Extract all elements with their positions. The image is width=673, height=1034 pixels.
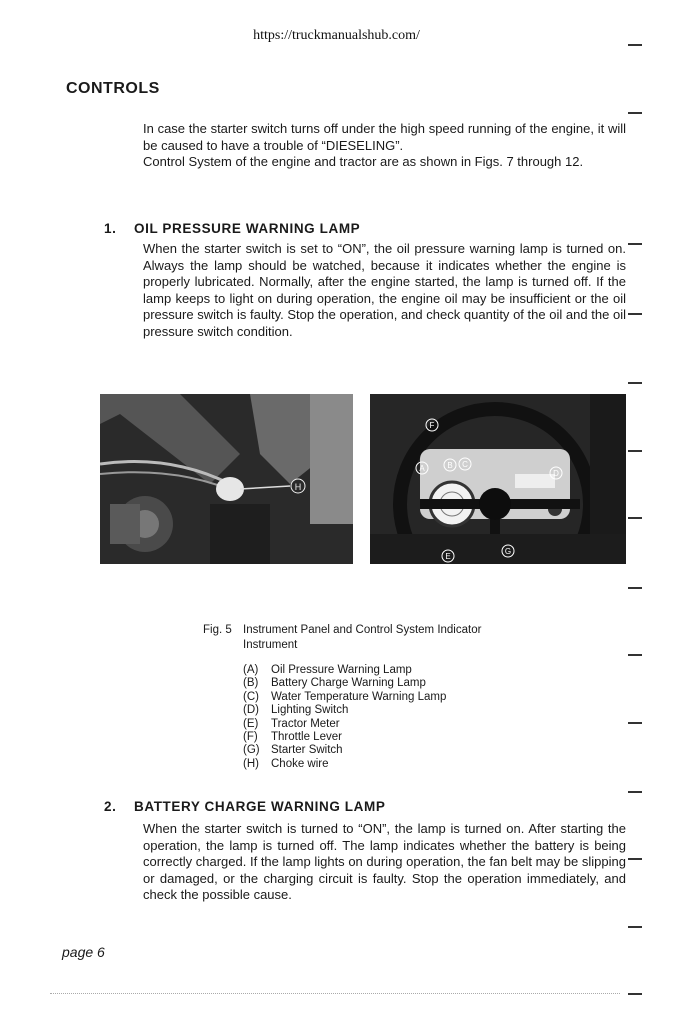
figure-label: Fig. 5 <box>203 624 232 636</box>
callout-c-label: C <box>462 460 468 469</box>
callout-b-label: B <box>447 461 453 470</box>
margin-mark <box>628 44 642 46</box>
legend-item <box>243 744 446 757</box>
bottom-rule <box>50 993 620 994</box>
legend-text: Battery Charge Warning Lamp <box>271 677 426 690</box>
legend-key: (H) <box>243 757 259 770</box>
legend-item <box>243 691 446 704</box>
legend-item <box>243 718 446 731</box>
section-2-number: 2. <box>104 799 117 814</box>
section-1-body: When the starter switch is set to “ON”, the oil pressure warning lamp is turned on. Always the lamp should be watched, because it indicates whether the engine is properly lubricated. Normally, after the engine started, the lamp is turned off. If the lamp keeps to light on during operation, the engine oil may be insufficient or the oil pressure switch is faulty. Stop the operation, and check quantity of the oil and the oil pressure switch condition. <box>143 241 626 339</box>
engine-photo <box>100 394 353 564</box>
legend-key: (G) <box>243 744 260 757</box>
legend-text: Tractor Meter <box>271 717 340 730</box>
legend-key: (D) <box>243 704 259 717</box>
margin-mark <box>628 450 642 452</box>
legend-text: Throttle Lever <box>271 731 342 744</box>
margin-mark <box>628 587 642 589</box>
instrument-panel-photo <box>370 394 626 564</box>
callout-d-label: D <box>553 469 559 478</box>
section-1-number: 1. <box>104 221 117 236</box>
callout-e-label: E <box>445 552 451 561</box>
legend-item <box>243 704 446 717</box>
legend-text: Oil Pressure Warning Lamp <box>271 664 412 676</box>
margin-mark <box>628 791 642 793</box>
source-url[interactable]: https://truckmanualshub.com/ <box>253 28 420 43</box>
legend-key: (C) <box>243 690 259 703</box>
margin-mark <box>628 654 642 656</box>
margin-mark <box>628 382 642 384</box>
callout-a-label: A <box>419 464 425 473</box>
legend-key: (B) <box>243 677 259 690</box>
legend-item <box>243 758 446 771</box>
legend-item <box>243 664 446 677</box>
legend-key: (A) <box>243 664 259 676</box>
figure-caption-line-2: Instrument <box>243 639 298 651</box>
legend-text: Choke wire <box>271 757 329 770</box>
section-2-body: When the starter switch is turned to “ON”, the lamp is turned on. After starting the operation, the lamp is turned off. The lamp indicates whether the battery is being correctly charged. If the lamp lights on during operation, the fan belt may be slipping or damaged, or the charging circuit is faulty. Stop the operation immediately, and check the possible cause. <box>143 821 626 902</box>
legend-text: Water Temperature Warning Lamp <box>271 690 447 703</box>
figure-legend <box>243 664 446 771</box>
callout-f-label: F <box>429 421 435 430</box>
margin-mark <box>628 858 642 860</box>
figure-caption <box>203 623 481 653</box>
legend-key: (F) <box>243 731 258 744</box>
callout-g-label: G <box>504 547 512 556</box>
margin-mark <box>628 243 642 245</box>
legend-text: Starter Switch <box>271 744 343 757</box>
page-number: page 6 <box>62 944 105 960</box>
section-2-title: BATTERY CHARGE WARNING LAMP <box>134 799 386 814</box>
section-2-heading <box>104 799 385 814</box>
intro-paragraph-2: Control System of the engine and tractor are as shown in Figs. 7 through 12. <box>143 154 584 169</box>
legend-text: Lighting Switch <box>271 704 349 717</box>
margin-mark <box>628 517 642 519</box>
figure-caption-line-1: Instrument Panel and Control System Indicator <box>243 624 482 636</box>
intro-paragraph-1: In case the starter switch turns off under the high speed running of the engine, it will be caused to have a trouble of “DIESELING”. <box>143 121 626 153</box>
section-1-heading <box>104 221 360 236</box>
legend-item <box>243 731 446 744</box>
margin-mark <box>628 112 642 114</box>
section-1-title: OIL PRESSURE WARNING LAMP <box>134 221 361 236</box>
legend-item <box>243 677 446 690</box>
page-title: CONTROLS <box>66 80 160 97</box>
margin-mark <box>628 926 642 928</box>
intro-text <box>143 121 626 171</box>
margin-mark <box>628 722 642 724</box>
callout-h-label: H <box>294 482 302 492</box>
margin-mark <box>628 993 642 995</box>
margin-mark <box>628 313 642 315</box>
legend-key: (E) <box>243 717 259 730</box>
